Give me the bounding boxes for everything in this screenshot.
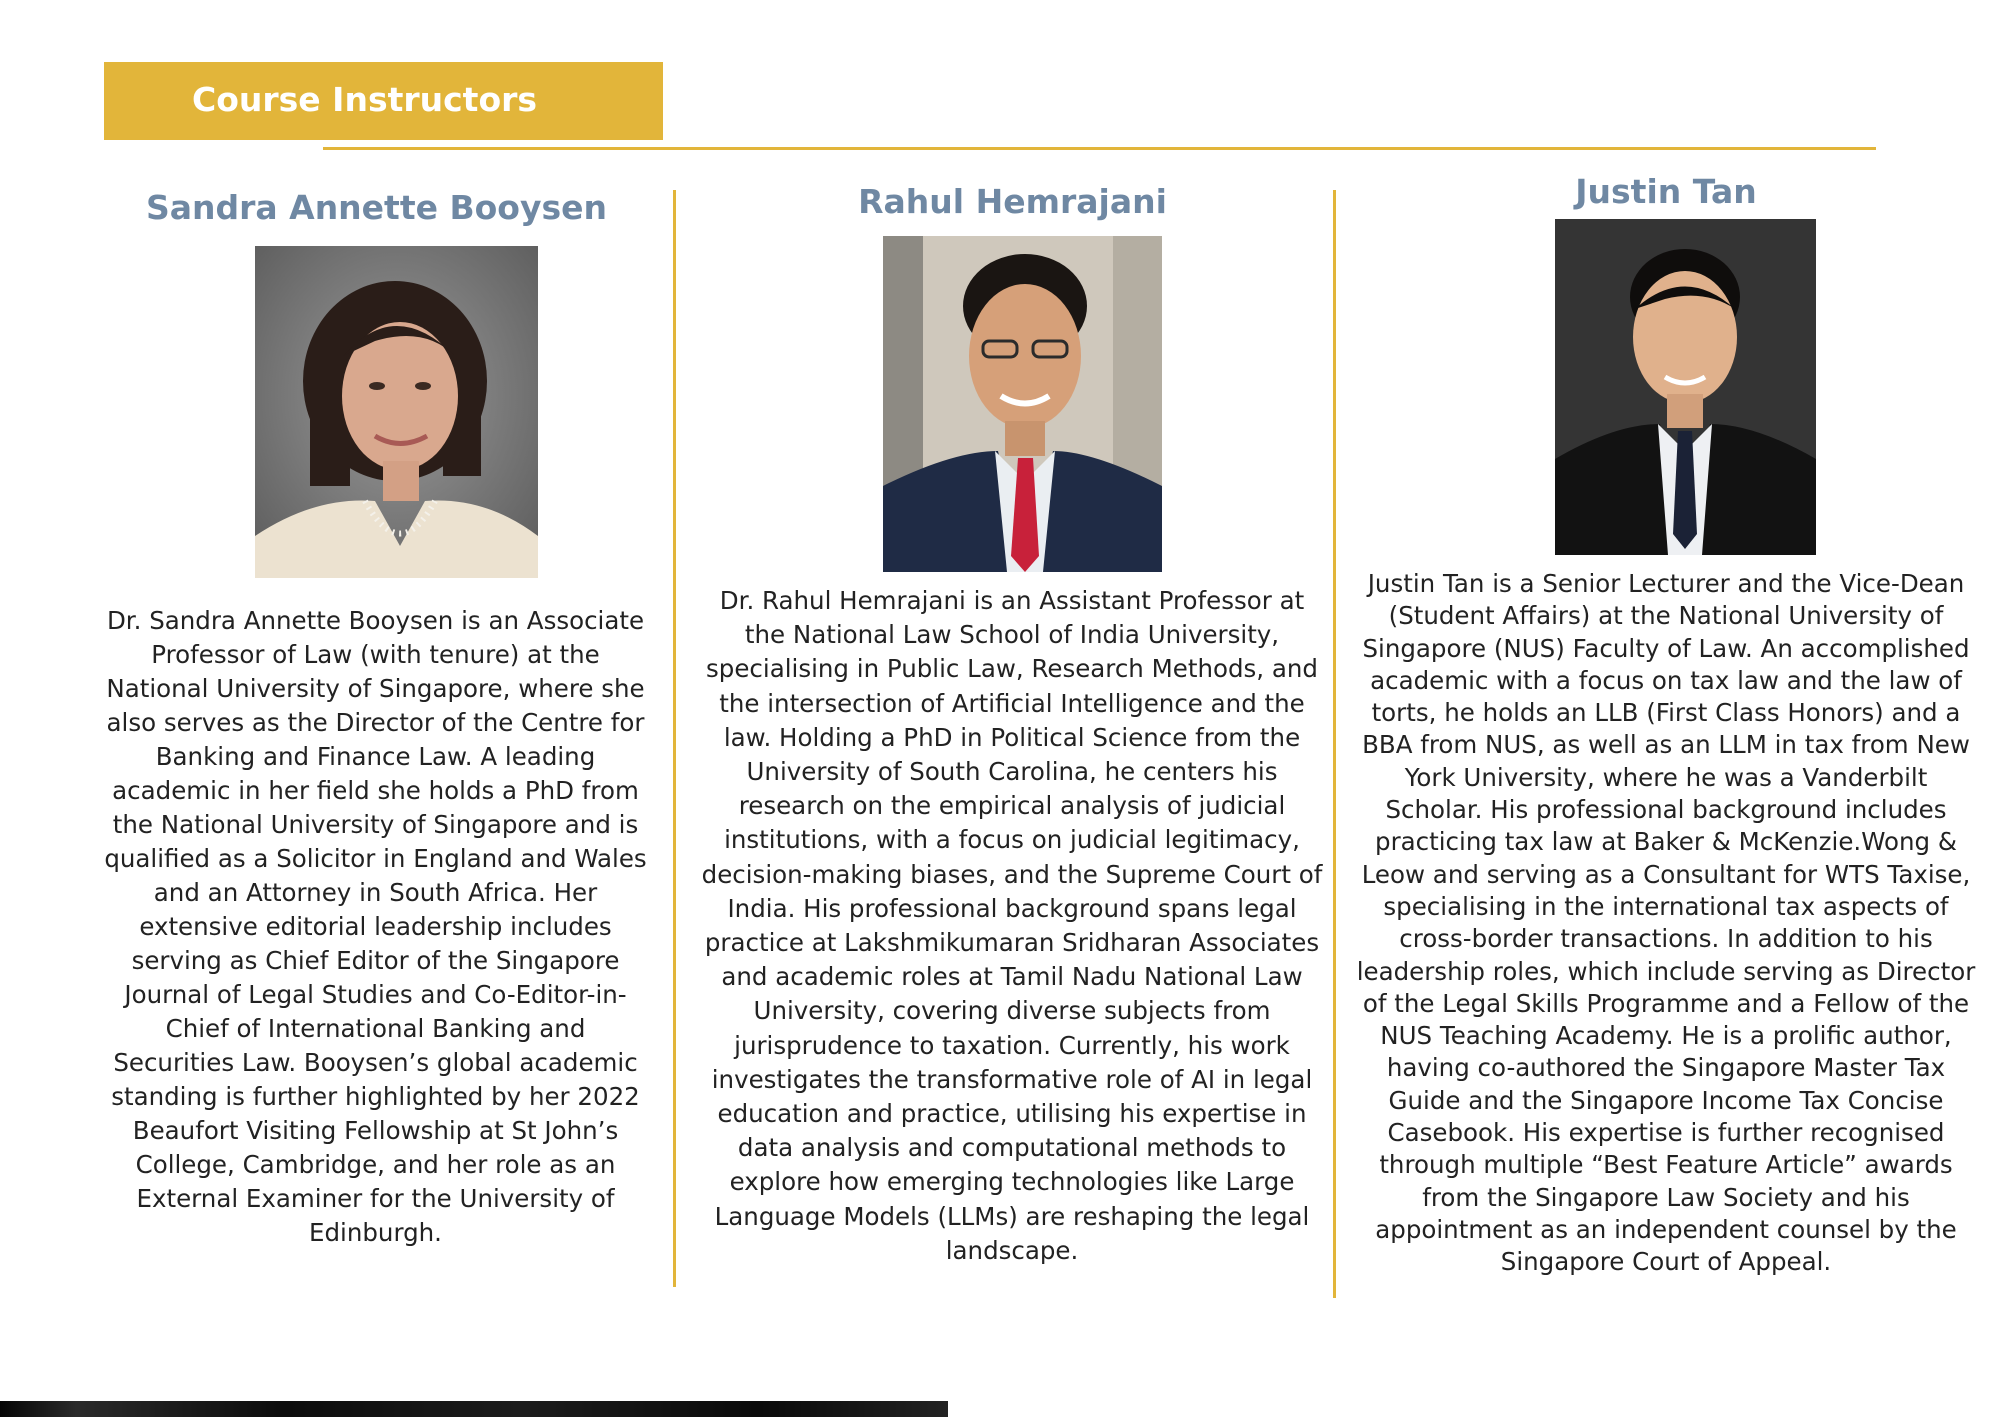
instructor-name: Justin Tan [1575,172,1757,211]
portrait-photo-woman [255,246,538,578]
section-banner [104,62,663,140]
instructor-bio: Dr. Rahul Hemrajani is an Assistant Professor at the National Law School of India University, specialising in Public Law, Research Methods, and the intersection of Artificial Intelligence and the law. Holding a PhD in Political Science from the University of South Carolina, he centers his research on the empirical analysis of judicial institutions, with a focus on judicial legitimacy, decision-making biases, and the Supreme Court of India. His professional background spans legal practice at Lakshmikumaran Sridharan Associates and academic roles at Tamil Nadu National Law University, covering diverse subjects from jurisprudence to taxation. Currently, his work investigates the transformative role of AI in legal education and practice, utilising his expertise in data analysis and computational methods to explore how emerging technologies like Large Language Models (LLMs) are reshaping the legal landscape. [701,586,1323,1265]
portrait-woman-image [255,246,538,578]
cropped-image-strip [0,1401,948,1417]
portrait-man-red-tie-image [883,236,1162,572]
header-rule [323,147,1876,150]
portrait-photo-man-red-tie [883,236,1162,572]
column-divider-1 [673,190,676,1287]
instructor-bio: Justin Tan is a Senior Lecturer and the Vice-Dean (Student Affairs) at the National University of Singapore (NUS) Faculty of Law. An accomplished academic with a focus on tax law and the law of torts, he holds an LLB (First Class Honors) and a BBA from NUS, as well as an LLM in tax from New York University, where he was a Vanderbilt Scholar. His professional background includes practicing tax law at Baker & McKenzie.Wong & Leow and serving as a Consultant for WTS Taxise, specialising in the international tax aspects of cross-border transactions. In addition to his leadership roles, which include serving as Director of the Legal Skills Programme and a Fellow of the NUS Teaching Academy. He is a prolific author, having co-authored the Singapore Master Tax Guide and the Singapore Income Tax Concise Casebook. His expertise is further recognised through multiple “Best Feature Article” awards from the Singapore Law Society and his appointment as an independent counsel by the Singapore Court of Appeal. [1356,569,1976,1277]
portrait-man-dark-suit-image [1555,219,1816,555]
instructor-name: Sandra Annette Booysen [145,188,608,227]
instructor-name: Rahul Hemrajani [858,182,1167,221]
portrait-photo-man-dark-suit [1555,219,1816,555]
column-divider-2 [1333,190,1336,1298]
instructor-bio: Dr. Sandra Annette Booysen is an Associate Professor of Law (with tenure) at the National University of Singapore, where she also serves as the Director of the Centre for Banking and Finance Law. A leading academic in her field she holds a PhD from the National University of Singapore and is qualified as a Solicitor in England and Wales and an Attorney in South Africa. Her extensive editorial leadership includes serving as Chief Editor of the Singapore Journal of Legal Studies and Co-Editor-in-Chief of International Banking and Securities Law. Booysen’s global academic standing is further highlighted by her 2022 Beaufort Visiting Fellowship at St John’s College, Cambridge, and her role as an External Examiner for the University of Edinburgh. [104,606,647,1247]
section-title: Course Instructors [192,80,538,119]
